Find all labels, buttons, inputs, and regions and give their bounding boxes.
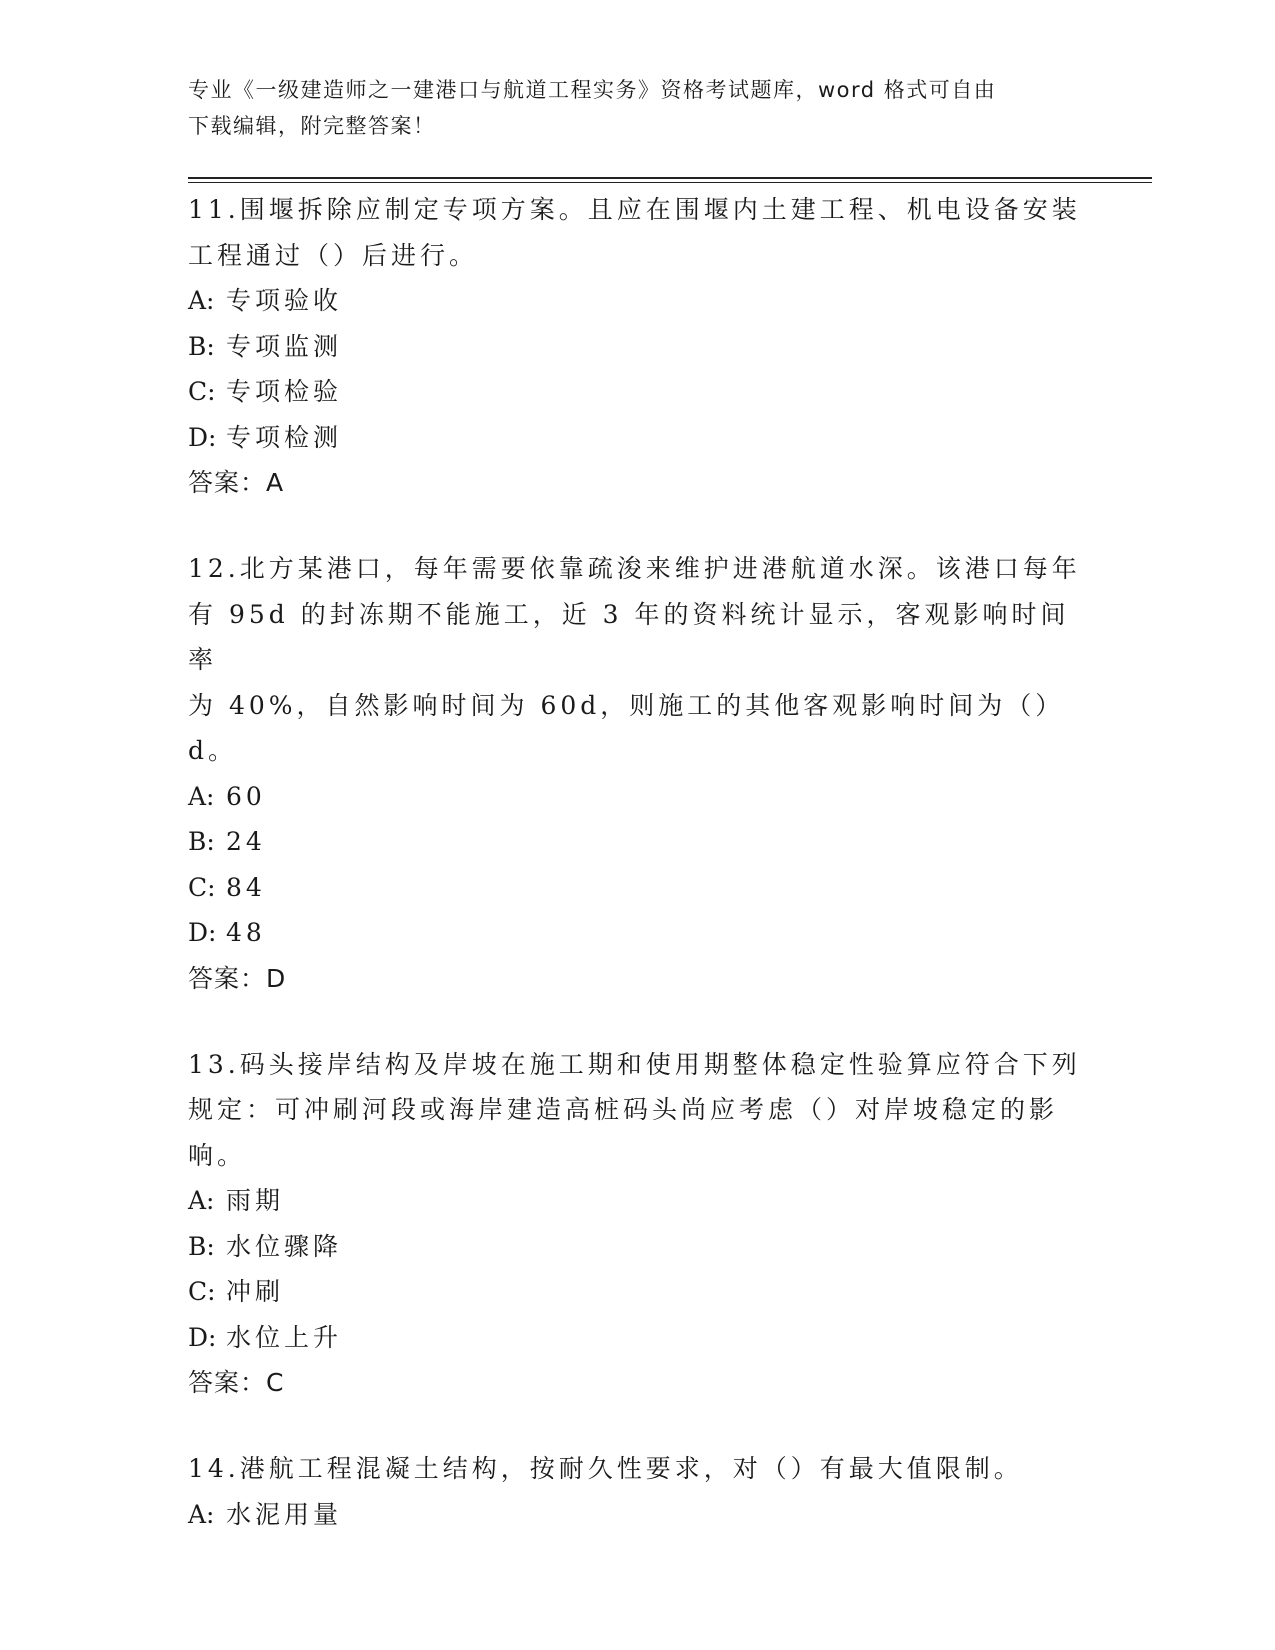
- header-divider-thin: [188, 182, 1152, 183]
- option-c: [188, 1269, 1088, 1315]
- option-key: B:: [188, 827, 215, 856]
- option-text: 水位上升: [226, 1322, 343, 1352]
- option-d: [188, 415, 1088, 461]
- option-text: 48: [226, 918, 266, 947]
- stem-line: 为 40%，自然影响时间为 60d，则施工的其他客观影响时间为（）d。: [188, 690, 1065, 765]
- stem-line: 13.码头接岸结构及岸坡在施工期和使用期整体稳定性验算应符合下列: [188, 1049, 1081, 1079]
- option-b: [188, 324, 1088, 370]
- option-key: D:: [188, 422, 217, 452]
- stem-line: 12.北方某港口，每年需要依靠疏浚来维护进港航道水深。该港口每年: [188, 554, 1081, 583]
- answer-line: 答案：C: [188, 1368, 285, 1397]
- option-text: 84: [226, 872, 266, 902]
- question-14: [188, 1446, 1088, 1537]
- answer-line: 答案：D: [188, 963, 287, 993]
- question-11: [188, 187, 1088, 505]
- option-text: 专项检测: [226, 422, 343, 452]
- option-text: 专项检验: [226, 377, 343, 406]
- option-text: 24: [226, 827, 266, 856]
- question-13: [188, 1042, 1088, 1406]
- option-b: [188, 819, 1088, 865]
- option-a: [188, 774, 1088, 820]
- option-key: A:: [188, 1499, 215, 1529]
- option-text: 专项监测: [226, 331, 343, 361]
- question-12: [188, 546, 1088, 1001]
- option-text: 冲刷: [226, 1277, 285, 1306]
- option-c: [188, 369, 1088, 415]
- stem-line: 工程通过（）后进行。: [188, 240, 479, 270]
- question-list: [188, 187, 1088, 1578]
- option-list: [188, 1492, 1088, 1538]
- option-list: [188, 774, 1088, 956]
- option-d: [188, 910, 1088, 956]
- stem-line: 11.围堰拆除应制定专项方案。且应在围堰内土建工程、机电设备安装: [188, 195, 1081, 224]
- question-stem: [188, 1446, 1088, 1492]
- option-key: C:: [188, 377, 216, 406]
- option-text: 60: [226, 781, 266, 811]
- option-key: C:: [188, 1277, 216, 1306]
- option-key: C:: [188, 872, 216, 902]
- option-text: 专项验收: [226, 286, 343, 315]
- stem-line: 14.港航工程混凝土结构，按耐久性要求，对（）有最大值限制。: [188, 1454, 1023, 1483]
- stem-line: 有 95d 的封冻期不能施工，近 3 年的资料统计显示，客观影响时间率: [188, 599, 1070, 674]
- option-d: [188, 1315, 1088, 1361]
- header-divider-thick: [188, 177, 1152, 179]
- header-line-1: 专业《一级建造师之一建港口与航道工程实务》资格考试题库，word 格式可自由: [188, 78, 997, 102]
- answer-line: 答案：A: [188, 468, 285, 497]
- option-key: A:: [188, 781, 215, 811]
- option-text: 水位骤降: [226, 1231, 343, 1261]
- option-key: D:: [188, 1322, 217, 1352]
- option-key: B:: [188, 1231, 215, 1261]
- stem-line: 规定：可冲刷河段或海岸建造高桩码头尚应考虑（）对岸坡稳定的影: [188, 1095, 1059, 1124]
- option-text: 水泥用量: [226, 1499, 343, 1529]
- question-stem: [188, 546, 1088, 774]
- option-list: [188, 278, 1088, 460]
- option-key: A:: [188, 1186, 215, 1215]
- document-header: [188, 72, 1068, 144]
- stem-line: 响。: [188, 1140, 247, 1170]
- option-a: [188, 278, 1088, 324]
- option-a: [188, 1178, 1088, 1224]
- option-key: B:: [188, 331, 215, 361]
- option-c: [188, 865, 1088, 911]
- question-stem: [188, 1042, 1088, 1179]
- question-stem: [188, 187, 1088, 278]
- option-a: [188, 1492, 1088, 1538]
- option-b: [188, 1224, 1088, 1270]
- option-list: [188, 1178, 1088, 1360]
- header-line-2: 下载编辑，附完整答案！: [188, 114, 436, 138]
- option-key: D:: [188, 918, 217, 947]
- option-key: A:: [188, 286, 215, 315]
- option-text: 雨期: [226, 1186, 285, 1215]
